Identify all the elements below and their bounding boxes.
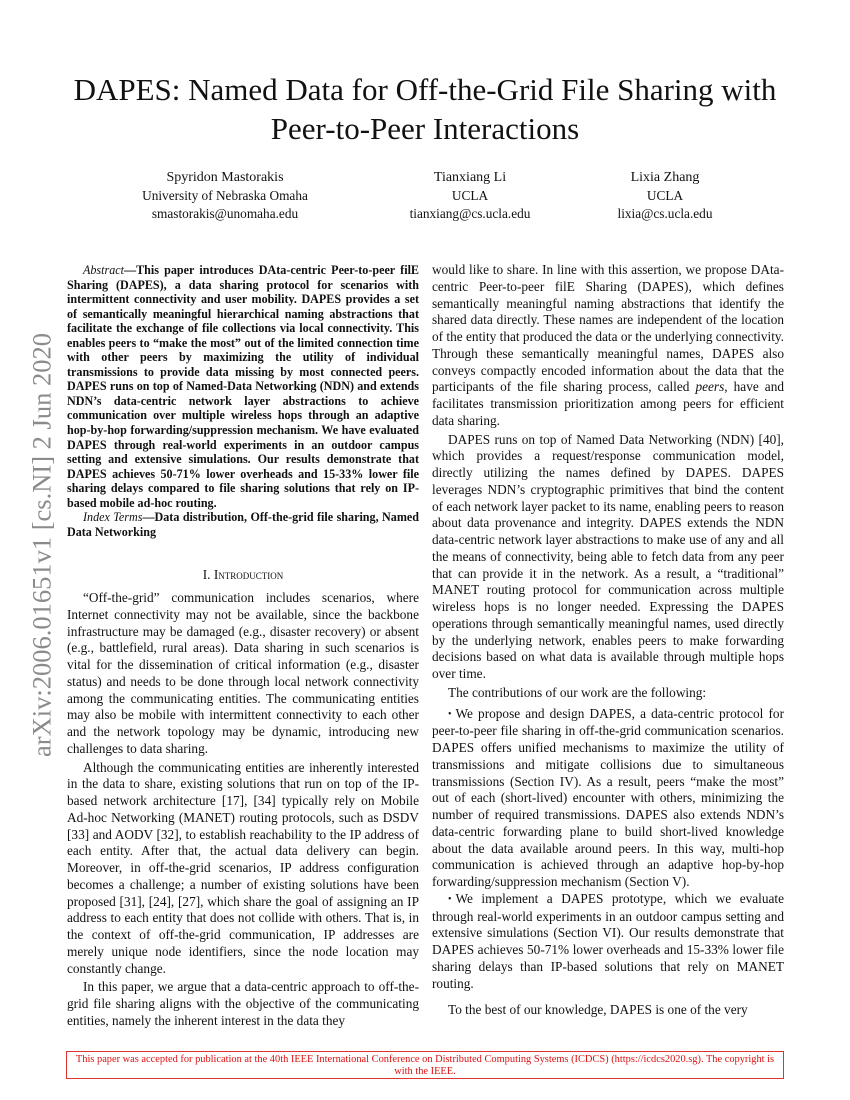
section-number: I. — [202, 567, 211, 583]
left-column — [67, 263, 419, 1030]
intro-paragraph-2: Although the communicating entities are inherently interested in the data to share, existing solutions that run on top of the IP-based network architecture [17], [34] typically rely on Mobile Ad-hoc Networking (MANET) routing protocols, such as DSDV [33] and AODV [32], to establish reachability to the IP address of each entity. After that, the actual data delivery can begin. Moreover, in off-the-grid scenarios, IP address configuration becomes a challenge; a number of existing solutions have been proposed [31], [24], [27], which share the goal of assigning an IP address to each entity that does not collide with others. That is, in the context of off-the-grid communication, IP addresses are merely unique node identifiers, since the node location may constantly change. — [67, 759, 419, 976]
arxiv-stamp — [22, 310, 62, 780]
author-affiliation: University of Nebraska Omaha — [142, 188, 308, 203]
author-name: Tianxiang Li — [433, 170, 507, 185]
bullet-text: We propose and design DAPES, a data-centric protocol for peer-to-peer file sharing in off-the-grid communication scenarios. DAPES offers unified mechanisms to maximize the utility of transmissions and mitigate collisions due to simultaneous transmissions (Section IV). As a result, peers “make the most” out of each (short-lived) encounter with others, minimizing the number of required transmissions. DAPES also extends NDN’s data-centric forwarding plane to build short-lived knowledge about the data available around peers. In this way, multi-hop communication is achieved through an adaptive hop-by-hop forwarding/suppression mechanism (Section V). — [432, 705, 784, 889]
continued-emphasis: peers — [695, 379, 725, 395]
author-email: smastorakis@unomaha.edu — [151, 206, 299, 221]
section-title: Introduction — [213, 567, 284, 583]
bullet-icon: • — [448, 893, 452, 905]
bullet-icon: • — [448, 708, 452, 720]
continued-text-a: would like to share. In line with this assertion, we propose DAta-centric Peer-to-peer filE Sharing (DAPES), which defines semantically meaningful naming abstractions that identify the shared data directly. These names are independent of the location of the entity that produced the data or the underlying connectivity. Through these semantically meaningful names, DAPES also conveys compactly encoded information about the data that the participants of the file sharing process, called — [432, 262, 784, 395]
closing-paragraph: To the best of our knowledge, DAPES is one of the very — [448, 1002, 748, 1018]
abstract-lead: Abstract — [83, 263, 124, 277]
author-affiliation: UCLA — [451, 188, 489, 203]
continued-paragraph — [432, 262, 784, 430]
author-name: Spyridon Mastorakis — [166, 170, 284, 185]
intro-paragraph-3: In this paper, we argue that a data-centric approach to off-the-grid file sharing aligns with the objective of the communicating entities, namely the inherent interest in the data they — [67, 979, 419, 1028]
right-column — [432, 262, 784, 1019]
publication-notice: This paper was accepted for publication at the 40th IEEE International Conference on Distributed Computing Systems (ICDCS) (https://icdcs2020.sg). The copyright is with the IEEE. — [66, 1051, 784, 1079]
body-paragraph-ndn: DAPES runs on top of Named Data Networking (NDN) [40], which provides a request/response communication model, directly utilizing the names defined by DAPES. DAPES leverages NDN’s cryptographic primitives that bind the content of each network layer packet to its name, enabling peers to reason about data provenance and integrity. DAPES extends the NDN data-centric network layer abstractions to make use of any and all the means of connectivity, being able to fetch data from any peer that can provide it in the network. As a result, a “traditional” MANET routing protocol for communication across multiple wireless hops is no longer needed. Expressing the DAPES operations through semantically meaningful names, used directly by the underlying network, enables peers to make forwarding decisions based on what data is available through multiple hops over time. — [432, 431, 784, 681]
author-1 — [100, 169, 350, 223]
author-email: tianxiang@cs.ucla.edu — [409, 206, 531, 221]
contribution-bullet-1 — [432, 706, 784, 891]
author-3 — [565, 169, 765, 223]
abstract — [67, 263, 419, 510]
index-terms-lead: Index Terms — [83, 510, 143, 525]
intro-paragraph-1: “Off-the-grid” communication includes scenarios, where Internet connectivity may not be available, since the backbone infrastructure may be damaged (e.g., disaster recovery) or absent (e.g., battlefield, rural areas). Data sharing in such scenarios is vital for the dissemination of critical information (e.g., disaster status) and needs to be done through local network connectivity among the communicating entities. The communicating entities may also be mobile with intermittent connectivity to each other and the network topology may be dynamic, introducing new challenges to data sharing. — [67, 590, 419, 756]
continued-text-b: , have and facilitates transmission prioritization among peers for efficient data sharing. — [432, 379, 784, 428]
author-2 — [370, 169, 570, 223]
section-heading — [67, 567, 419, 584]
author-affiliation: UCLA — [646, 188, 684, 203]
abstract-text: —This paper introduces DAta-centric Peer-to-peer filE Sharing (DAPES), a data sharing protocol for scenarios with intermittent connectivity and user mobility. DAPES provides a set of semantically meaningful hierarchical naming abstractions that facilitate the exchange of file collections via local connectivity. This enables peers to “make the most” out of the limited connection time with other peers by maximizing the utility of individual transmissions to provide data missing by most connected peers. DAPES runs on top of Named-Data Networking (NDN) and extends NDN’s data-centric network layer abstractions to achieve communication over multiple wireless hops through an adaptive hop-by-hop forwarding/suppression mechanism. We have evaluated DAPES through real-world experiments in an outdoor campus setting and extensive simulations. Our results demonstrate that DAPES achieves 50-71% lower overheads and 15-33% lower file sharing delays compared to file sharing solutions that rely on IP-based mobile ad-hoc routing. — [67, 263, 419, 510]
bullet-text: We implement a DAPES prototype, which we evaluate through real-world experiments in an outdoor campus setting and extensive simulations (Section VI). Our results demonstrate that DAPES achieves 50-71% lower overheads and 15-33% lower file sharing delays than IP-based solutions that rely on MANET routing. — [432, 890, 784, 991]
index-terms — [67, 510, 419, 539]
contribution-bullet-2 — [432, 891, 784, 993]
author-name: Lixia Zhang — [630, 170, 700, 185]
contributions-intro: The contributions of our work are the following: — [448, 684, 707, 700]
author-email: lixia@cs.ucla.edu — [617, 206, 713, 221]
arxiv-id: arXiv:2006.01651v1 [cs.NI] 2 Jun 2020 — [26, 333, 57, 757]
index-terms-text: —Data distribution, Off-the-grid file sharing, Named Data Networking — [67, 510, 419, 539]
paper-title: DAPES: Named Data for Off-the-Grid File Sharing with Peer-to-Peer Interactions — [73, 72, 777, 146]
